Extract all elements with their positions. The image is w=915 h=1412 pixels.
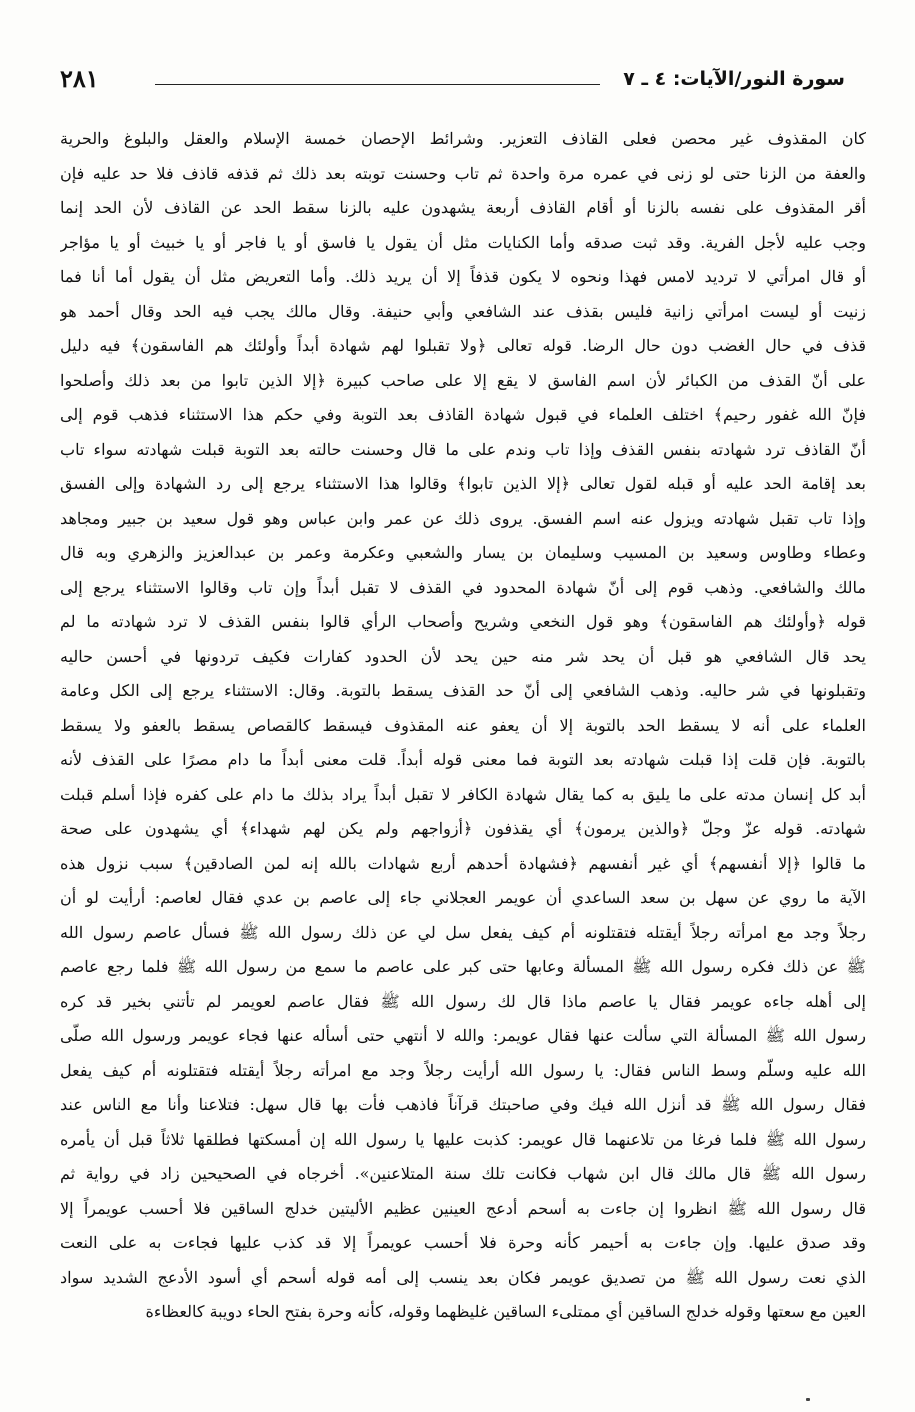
body-text [60,122,866,1330]
text-line: الآية ما روي عن سهل بن سعد الساعدي أن عويمر العجلاني جاء إلى عاصم بن عدي فقال لعاصم: أرأيت لو أن [60,888,866,907]
text-line: والعفة من الزنا حتى لو زنى في عمره مرة واحدة ثم تاب وحسنت توبته بعد ذلك ثم قذفه قاذف فلا حد عليه فإن [60,163,866,183]
scan-speck [806,1398,810,1401]
text-line: قذف في حال الغضب دون حال الرضا. قوله تعالى ﴿ولا تقبلوا لهم شهادة أبداً وأولئك هم الفاسقون﴾ فيه دليل [60,336,866,355]
text-line: رسول الله ﷺ المسألة التي سألت عنها فقال عويمر: والله لا أنتهي حتى أسأله عنها فجاء عويمر ورسول الله صلّى [60,1026,866,1045]
text-line: زنيت أو ليست امرأتي زانية فليس بقذف عند الشافعي وأبي حنيفة. وقال مالك يجب فيه الحد وقال أحمد هو [60,301,866,321]
text-line: ﷺ عن ذلك فكره رسول الله ﷺ المسألة وعابها حتى كبر على عاصم ما سمع من رسول الله ﷺ فلما رجع عاصم [60,957,866,976]
text-line: بعد إقامة الحد عليه أو قبله لقول تعالى ﴿إلا الذين تابوا﴾ وقالوا هذا الاستثناء يرجع إلى رد الشهادة وإلى الفسق [60,474,866,493]
text-line: قال رسول الله ﷺ انظروا إن جاءت به أسحم أدعج العينين عظيم الأليتين خدلج الساقين فلا أحسب عويمراً إلا [60,1198,866,1218]
running-header [60,60,845,100]
text-line: رسول الله ﷺ فلما فرغا من تلاعنهما قال عويمر: كذبت عليها يا رسول الله إن أمسكتها فطلقها ثلاثاً قبل أن يأمره [60,1129,866,1149]
text-line: شهادته. قوله عزّ وجلّ ﴿والذين يرمون﴾ أي يقذفون ﴿أزواجهم ولم يكن لهم شهداء﴾ أي يشهدون على صحة [60,819,866,838]
text-line: كان المقذوف غير محصن فعلى القاذف التعزير. وشرائط الإحصان خمسة الإسلام والعقل والبلوغ والحرية [60,129,866,148]
header-rule [155,84,600,85]
text-line: على أنّ القذف من الكبائر لأن اسم الفاسق لا يقع إلا على صاحب كبيرة ﴿إلا الذين تابوا من بعد ذلك وأصلحوا [60,370,866,390]
text-line: فإنّ الله غفور رحيم﴾ اختلف العلماء في قبول شهادة القاذف بعد التوبة وفي حكم هذا الاستثناء فذهب قوم إلى [60,405,866,424]
chapter-title: سورة النور/الآيات: ٤ ـ ٧ [623,68,845,90]
text-line: وإذا تاب تقبل شهادته ويزول عنه اسم الفسق. يروى ذلك عن عمر وابن عباس وهو قول سعيد بن جبير ومجاهد [60,508,866,528]
text-line: يحد قال الشافعي هو قبل أن يحد شر منه حين يحد لأن الحدود كفارات فكيف تردونها في أحسن حاليه [60,646,866,666]
text-line: فقال رسول الله ﷺ قد أنزل الله فيك وفي صاحبتك قرآناً فاذهب فأت بها قال سهل: فتلاعنا وأنا مع الناس عند [60,1095,866,1114]
text-line: الله عليه وسلّم وسط الناس فقال: يا رسول الله أرأيت رجلاً وجد مع امرأته رجلاً أيقتله فتقتلونه أم كيف يفعل [60,1060,866,1080]
text-line: العين مع سعتها وقوله خدلج الساقين أي ممتلىء الساقين غليظهما وقوله، كأنه وحرة بفتح الحاء دويبة كالعظاءة [145,1302,866,1321]
text-line: أبد كل إنسان مدته على ما يليق به كما يقال شهادة الكافر لا تقبل أبداً يراد بذلك ما دام على كفره فإذا أسلم قبلت [60,784,866,804]
text-line: قوله ﴿وأولئك هم الفاسقون﴾ وهو قول النخعي وشريح وأصحاب الرأي قالوا بنفس القذف لا ترد شهادته ما لم [60,612,866,631]
text-line: إلى أهله جاءه عويمر فقال يا عاصم ماذا قال لك رسول الله ﷺ فقال عاصم لعويمر لم تأتني بخير قد كره [60,991,866,1011]
text-line: الذي نعت رسول الله ﷺ من تصديق عويمر فكان بعد ينسب إلى أمه قوله أسحم أي أسود الأدعج الشديد سواد [60,1267,866,1287]
text-line: رسول الله ﷺ قال مالك قال ابن شهاب فكانت تلك سنة المتلاعنين». أخرجاه في الصحيحين زاد في رواية ثم [60,1164,866,1183]
text-line: ما قالوا ﴿إلا أنفسهم﴾ أي غير أنفسهم ﴿فشهادة أحدهم أربع شهادات بالله إنه لمن الصادقين﴾ سبب نزول هذه [60,853,866,873]
text-line: بالتوبة. فإن قلت إذا قبلت شهادته بعد التوبة فما معنى قوله أبداً. قلت معنى أبداً ما دام مصرًا على القذف لأنه [60,750,866,769]
text-line: العلماء على أنه لا يسقط الحد بالتوبة إلا أن يعفو عنه المقذوف فيسقط كالقصاص يسقط بالعفو ولا يسقط [60,715,866,735]
text-line: رجلاً وجد مع امرأته رجلاً أيقتله فتقتلونه أم كيف يفعل سل لي عن ذلك رسول الله ﷺ فسأل عاصم رسول الله [60,922,866,942]
text-line: وتقبلونها في شر حاليه. وذهب الشافعي إلى أنّ حد القذف يسقط بالتوبة. وقال: الاستثناء يرجع إلى الكل وعامة [60,681,866,700]
text-line: وقد صدق عليها. وإن جاءت به أحيمر كأنه وحرة فلا أحسب عويمراً إلا قد كذب عليها فجاءت به على النعت [60,1233,866,1252]
text-line: مالك والشافعي. وذهب قوم إلى أنّ شهادة المحدود في القذف لا تقبل أبداً وإن تاب وقالوا الاستثناء يرجع إلى [60,577,866,597]
text-line: أو قال امرأتي لا ترديد لامس فهذا ونحوه لا يكون قذفاً إلا أن يريد ذلك. وأما التعريض مثل أن يقول أما أنا فما [60,267,866,286]
text-line: وعطاء وطاوس وسعيد بن المسيب وسليمان بن يسار والشعبي وعكرمة وعمر بن عبدالعزيز والزهري وبه قال [60,543,866,562]
text-line: أنّ القاذف ترد شهادته بنفس القذف وإذا تاب وندم على ما قال وحسنت حالته بعد التوبة قبلت شهادته سواء تاب [60,439,866,459]
page-number: ٢٨١ [60,64,99,93]
text-line: وجب عليه لأجل الفرية. وقد ثبت صدقه وأما الكنايات مثل أن يقول يا فاسق أو يا فاجر أو يا خبيث أو يا مؤاجر [60,232,866,252]
text-line: أقر المقذوف على نفسه بالزنا أو أقام القاذف أربعة يشهدون عليه بالزنا سقط الحد عن القاذف لأن الحد إنما [60,198,866,217]
